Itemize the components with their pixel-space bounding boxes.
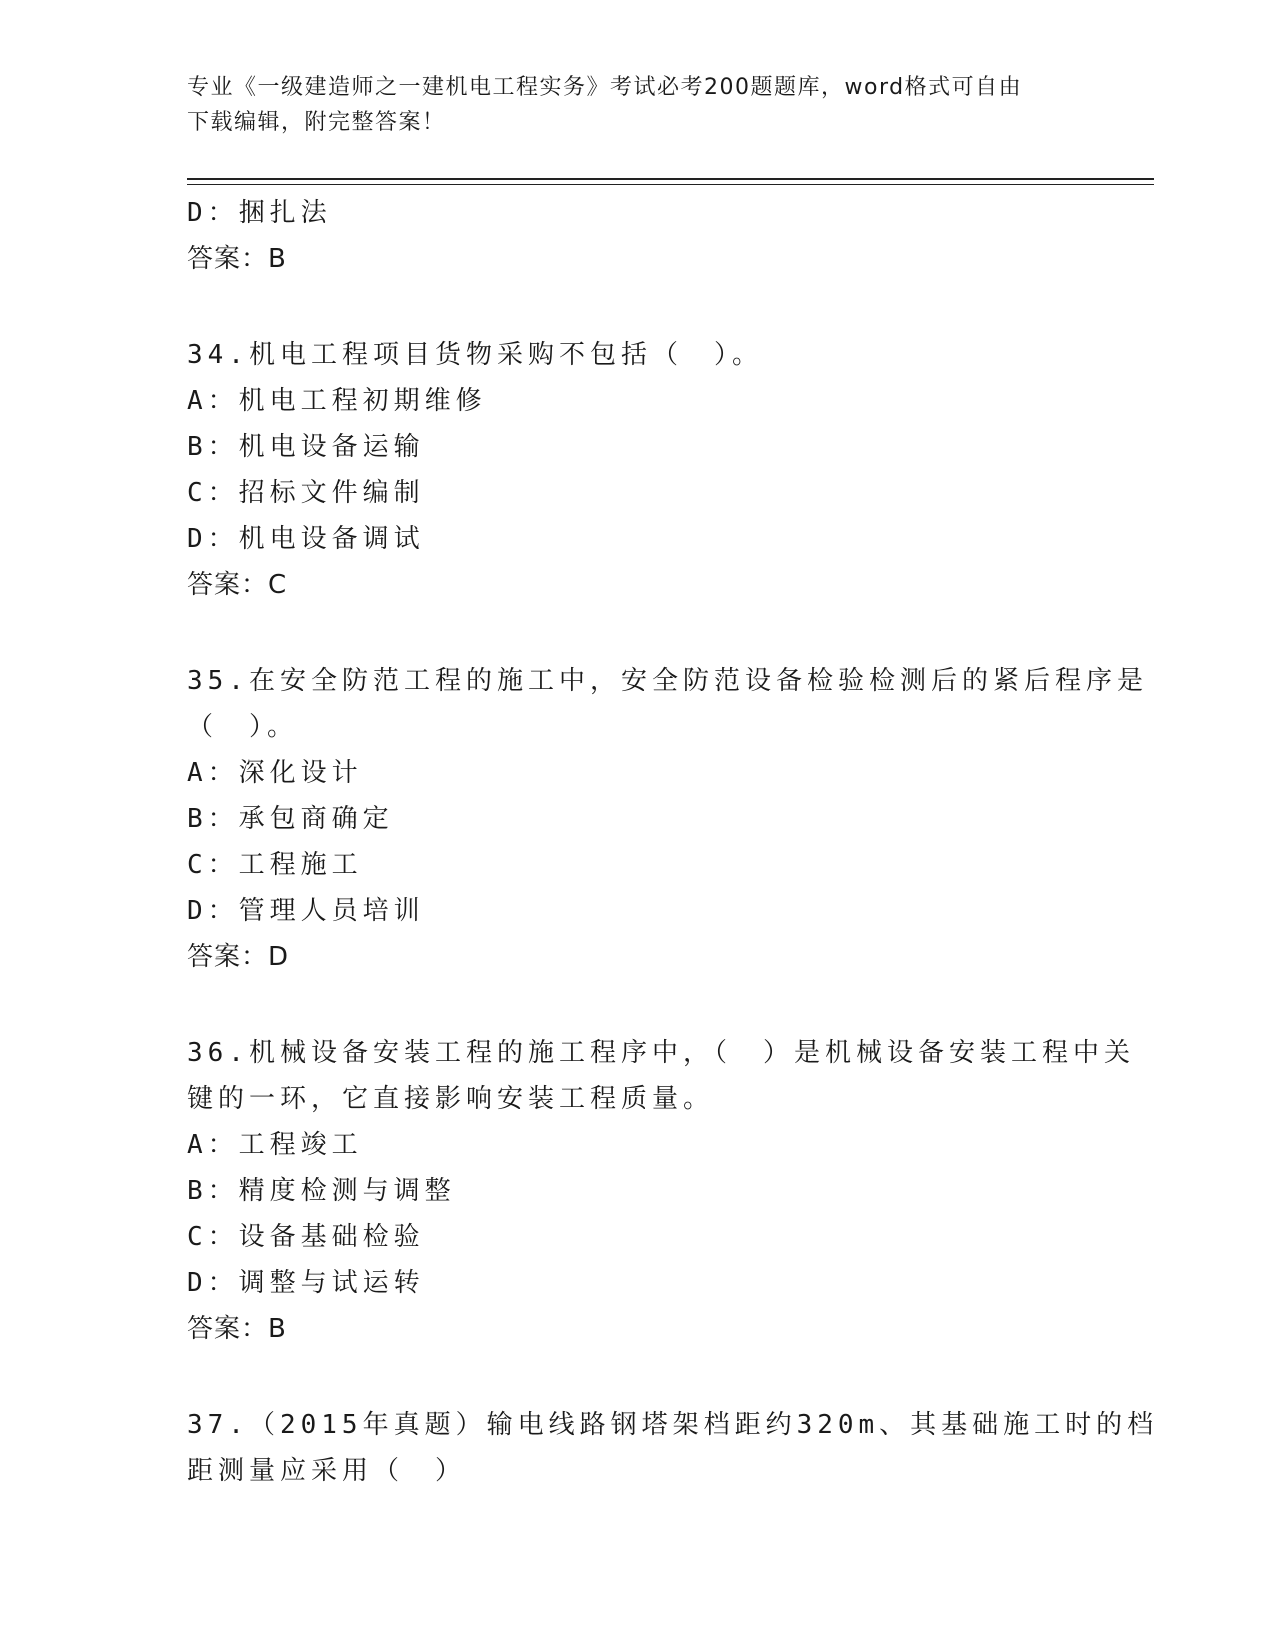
question-text-line-2: 距测量应采用（ ）	[187, 1456, 467, 1486]
question-text-line-1: 37.（2015年真题）输电线路钢塔架档距约320m、其基础施工时的档	[187, 1410, 1159, 1440]
question-35	[187, 658, 1148, 980]
option-c: C：设备基础检验	[187, 1222, 425, 1252]
question-list	[187, 190, 1159, 1494]
question-33-partial	[187, 190, 1087, 282]
question-text: 34.机电工程项目货物采购不包括（ ）。	[187, 340, 763, 370]
question-text-line-1: 35.在安全防范工程的施工中，安全防范设备检验检测后的紧后程序是	[187, 666, 1148, 696]
header-line-2: 下载编辑，附完整答案！	[187, 110, 446, 135]
header-line-1: 专业《一级建造师之一建机电工程实务》考试必考200题题库，word格式可自由	[187, 75, 1023, 100]
option-d: D：机电设备调试	[187, 524, 425, 554]
option-d: D：调整与试运转	[187, 1268, 425, 1298]
option-d: D：管理人员培训	[187, 896, 425, 926]
option-b: B：承包商确定	[187, 804, 394, 834]
question-text-line-1: 36.机械设备安装工程的施工程序中，（ ）是机械设备安装工程中关	[187, 1038, 1135, 1068]
question-text-line-2: （ ）。	[187, 712, 299, 742]
option-c: C：工程施工	[187, 850, 363, 880]
question-text-line-2: 键的一环，它直接影响安装工程质量。	[187, 1084, 715, 1114]
question-37	[187, 1402, 1159, 1494]
question-34	[187, 332, 1087, 608]
answer: 答案：C	[187, 570, 288, 600]
option-a: A：机电工程初期维修	[187, 386, 487, 416]
answer: 答案：D	[187, 942, 290, 972]
header-divider-thick	[187, 178, 1154, 180]
option-c: C：招标文件编制	[187, 478, 425, 508]
option-a: A：深化设计	[187, 758, 363, 788]
document-header	[187, 70, 1087, 140]
option-d: D：捆扎法	[187, 198, 332, 228]
answer: 答案：B	[187, 1314, 287, 1344]
header-divider-thin	[187, 184, 1154, 185]
question-36	[187, 1030, 1135, 1352]
option-b: B：精度检测与调整	[187, 1176, 456, 1206]
answer: 答案：B	[187, 244, 287, 274]
option-a: A：工程竣工	[187, 1130, 363, 1160]
option-b: B：机电设备运输	[187, 432, 425, 462]
